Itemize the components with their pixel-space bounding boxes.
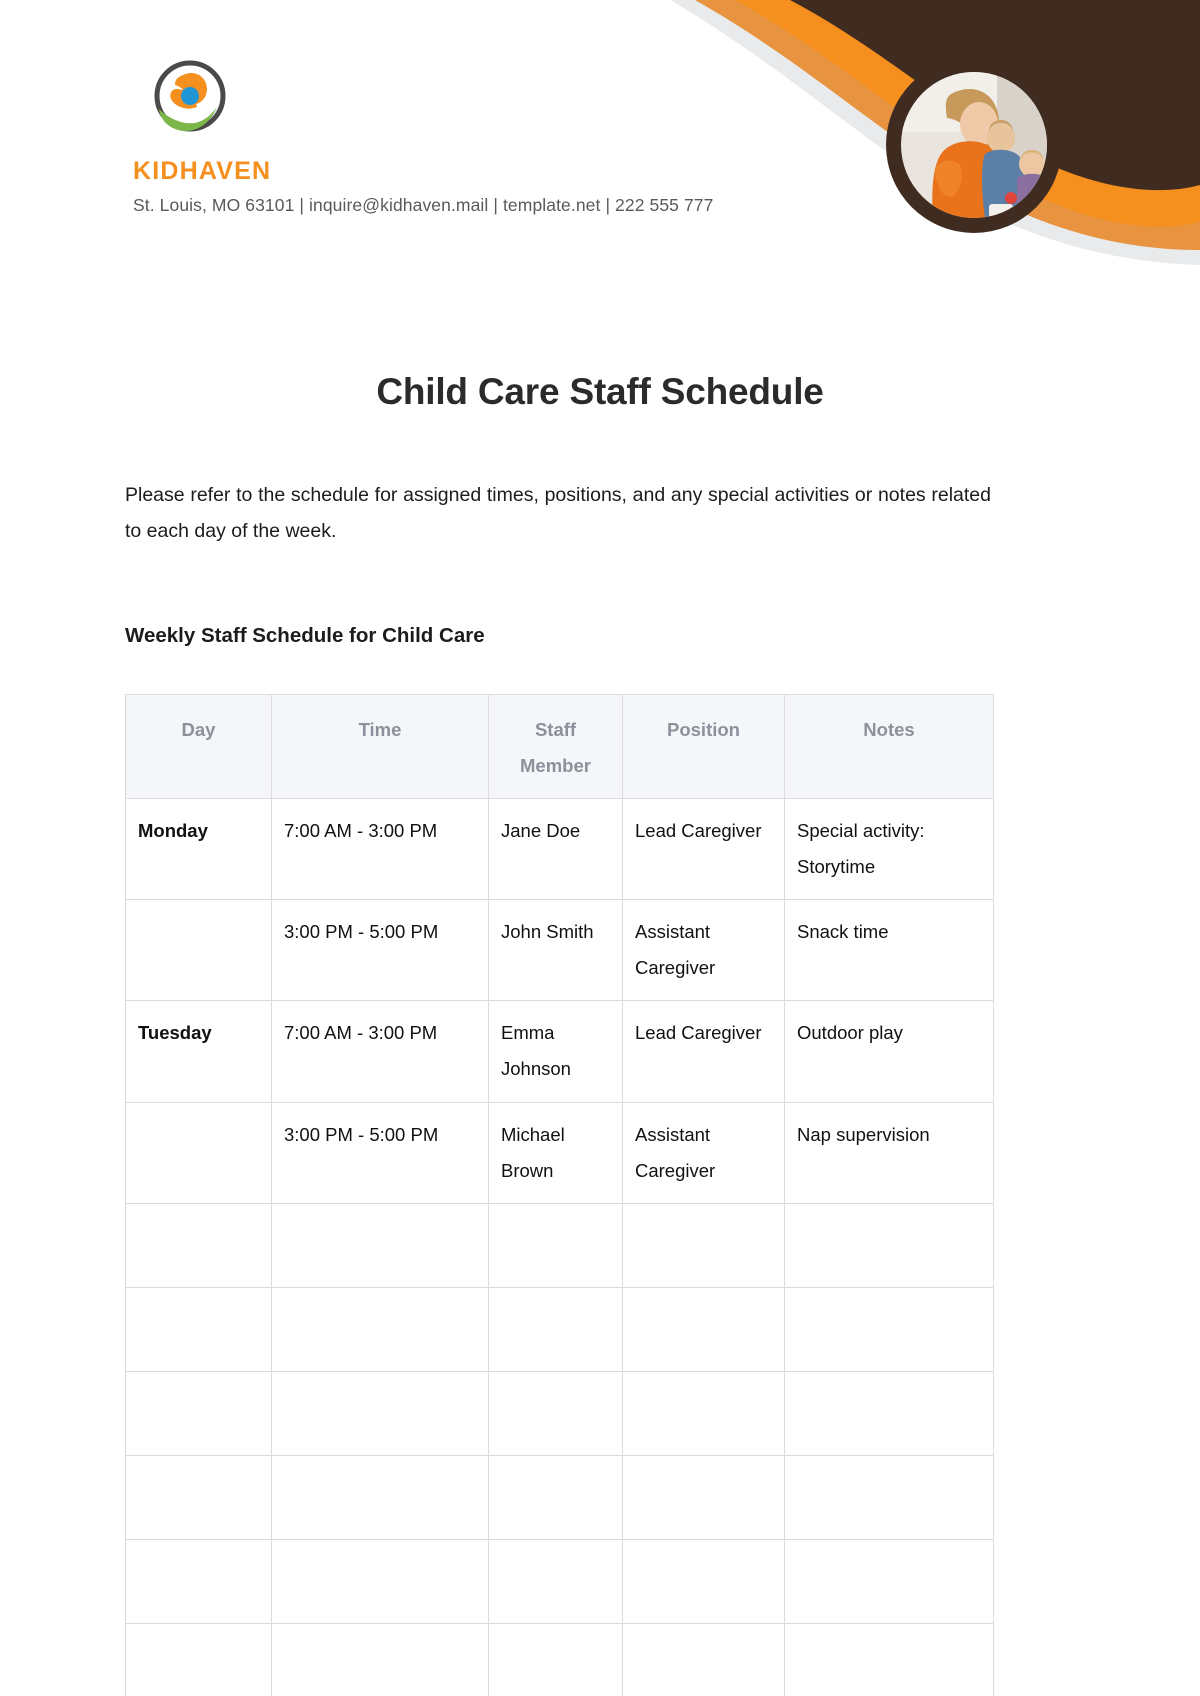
- table-row: [126, 1287, 994, 1371]
- brand-name: KIDHAVEN: [133, 157, 272, 185]
- empty-cell[interactable]: [489, 1287, 623, 1371]
- day-cell[interactable]: Monday: [126, 799, 272, 900]
- empty-cell[interactable]: [785, 1371, 994, 1455]
- column-header-staff-member: Staff Member: [489, 695, 623, 799]
- notes-cell[interactable]: Special activity: Storytime: [785, 799, 994, 900]
- brand-block: [133, 55, 833, 216]
- schedule-table: [125, 694, 994, 1696]
- table-row: [126, 900, 994, 1001]
- table-header-row: [126, 695, 994, 799]
- brand-contact-line: St. Louis, MO 63101 | inquire@kidhaven.mail | template.net | 222 555 777: [133, 195, 714, 215]
- empty-cell[interactable]: [623, 1539, 785, 1623]
- empty-cell[interactable]: [623, 1287, 785, 1371]
- position-cell[interactable]: Lead Caregiver: [623, 799, 785, 900]
- staff-cell[interactable]: Michael Brown: [489, 1102, 623, 1203]
- time-cell[interactable]: 7:00 AM - 3:00 PM: [272, 1001, 489, 1102]
- position-cell[interactable]: Lead Caregiver: [623, 1001, 785, 1102]
- empty-cell[interactable]: [272, 1539, 489, 1623]
- empty-cell[interactable]: [489, 1623, 623, 1696]
- day-cell[interactable]: [126, 900, 272, 1001]
- empty-cell[interactable]: [126, 1623, 272, 1696]
- position-cell[interactable]: Assistant Caregiver: [623, 900, 785, 1001]
- empty-cell[interactable]: [623, 1203, 785, 1287]
- empty-cell[interactable]: [785, 1623, 994, 1696]
- day-cell[interactable]: Tuesday: [126, 1001, 272, 1102]
- avatar: [886, 57, 1062, 233]
- section-heading: Weekly Staff Schedule for Child Care: [125, 624, 485, 647]
- table-row: [126, 1371, 994, 1455]
- empty-cell[interactable]: [489, 1371, 623, 1455]
- empty-cell[interactable]: [489, 1203, 623, 1287]
- empty-cell[interactable]: [126, 1287, 272, 1371]
- empty-cell[interactable]: [785, 1455, 994, 1539]
- notes-cell[interactable]: Nap supervision: [785, 1102, 994, 1203]
- kidhaven-logo-icon: [147, 55, 233, 141]
- column-header-day: Day: [126, 695, 272, 799]
- column-header-position: Position: [623, 695, 785, 799]
- table-row: [126, 1203, 994, 1287]
- table-row: [126, 799, 994, 900]
- empty-cell[interactable]: [623, 1623, 785, 1696]
- empty-cell[interactable]: [785, 1203, 994, 1287]
- empty-cell[interactable]: [126, 1371, 272, 1455]
- table-row: [126, 1001, 994, 1102]
- empty-cell[interactable]: [785, 1539, 994, 1623]
- empty-cell[interactable]: [272, 1371, 489, 1455]
- empty-cell[interactable]: [126, 1203, 272, 1287]
- schedule-table-container: [125, 694, 993, 1696]
- time-cell[interactable]: 7:00 AM - 3:00 PM: [272, 799, 489, 900]
- intro-paragraph: Please refer to the schedule for assigned times, positions, and any special activities or notes related to each day of the week.: [125, 484, 991, 543]
- empty-cell[interactable]: [272, 1287, 489, 1371]
- column-header-time: Time: [272, 695, 489, 799]
- table-row: [126, 1539, 994, 1623]
- caregiver-photo: [901, 72, 1047, 218]
- table-row: [126, 1455, 994, 1539]
- empty-cell[interactable]: [272, 1203, 489, 1287]
- notes-cell[interactable]: Snack time: [785, 900, 994, 1001]
- empty-cell[interactable]: [489, 1539, 623, 1623]
- table-row: [126, 1102, 994, 1203]
- day-cell[interactable]: [126, 1102, 272, 1203]
- empty-cell[interactable]: [785, 1287, 994, 1371]
- empty-cell[interactable]: [272, 1623, 489, 1696]
- staff-cell[interactable]: Jane Doe: [489, 799, 623, 900]
- staff-cell[interactable]: John Smith: [489, 900, 623, 1001]
- empty-cell[interactable]: [272, 1455, 489, 1539]
- empty-cell[interactable]: [489, 1455, 623, 1539]
- position-cell[interactable]: Assistant Caregiver: [623, 1102, 785, 1203]
- empty-cell[interactable]: [623, 1455, 785, 1539]
- page-title: Child Care Staff Schedule: [376, 371, 824, 412]
- schedule-table-body: [126, 799, 994, 1696]
- column-header-notes: Notes: [785, 695, 994, 799]
- empty-cell[interactable]: [623, 1371, 785, 1455]
- empty-cell[interactable]: [126, 1539, 272, 1623]
- time-cell[interactable]: 3:00 PM - 5:00 PM: [272, 1102, 489, 1203]
- table-row: [126, 1623, 994, 1696]
- notes-cell[interactable]: Outdoor play: [785, 1001, 994, 1102]
- time-cell[interactable]: 3:00 PM - 5:00 PM: [272, 900, 489, 1001]
- staff-cell[interactable]: Emma Johnson: [489, 1001, 623, 1102]
- empty-cell[interactable]: [126, 1455, 272, 1539]
